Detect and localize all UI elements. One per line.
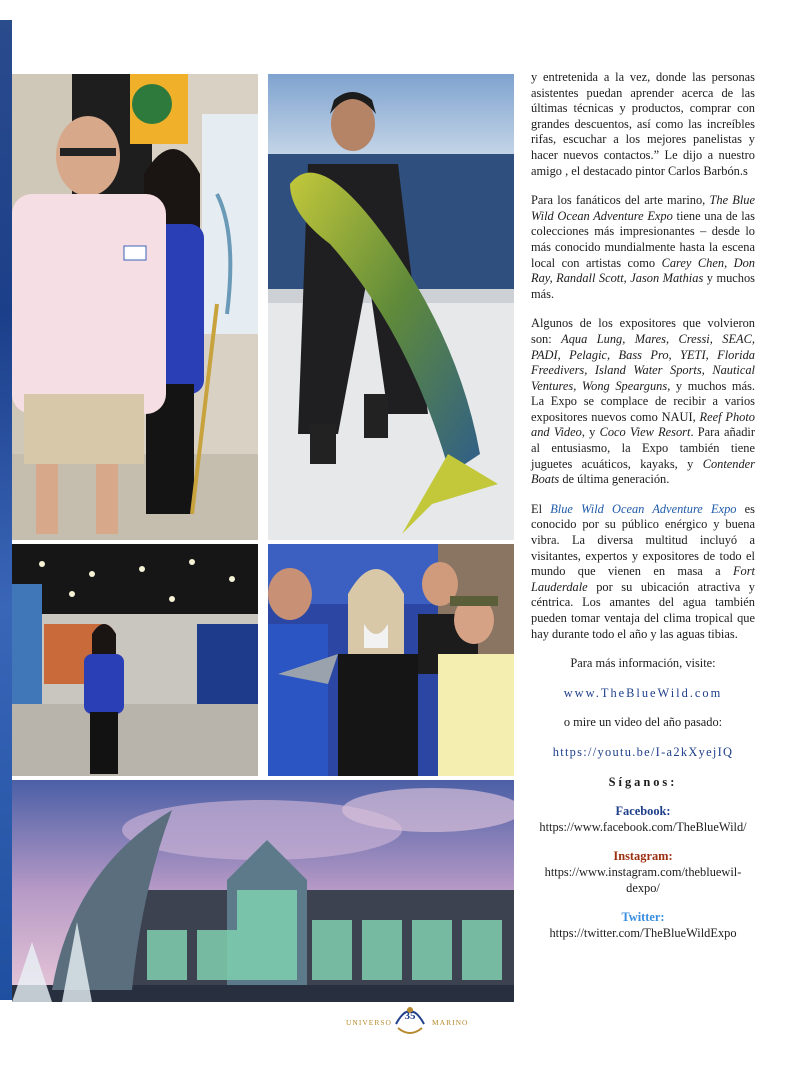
- twitter-label: Twitter:: [621, 910, 665, 925]
- article-paragraph: Para los fanáticos del arte marino, The Blue Wild Ocean Adventure Expo tiene una de las colecciones más impresionantes – desde lo más conocido mundialmente hasta la escena local con artistas como Carey Chen, Don Ray, Randall Scott, Jason Mathias y muchos más.: [531, 193, 756, 301]
- video-text: o mire un video del año pasado:: [563, 715, 723, 730]
- photo-convention-center: [12, 780, 514, 1002]
- photo-diver-mahi: [268, 74, 514, 540]
- twitter-block: [531, 910, 755, 941]
- instagram-label: Instagram:: [613, 849, 673, 864]
- facebook-block: [531, 804, 755, 835]
- website-link[interactable]: www.TheBlueWild.com: [563, 685, 723, 700]
- twitter-link[interactable]: https://twitter.com/TheBlueWildExpo: [549, 925, 737, 940]
- article-paragraph: El Blue Wild Ocean Adventure Expo es conocido por su público enérgico y buena vibra. La diversa multitud incluyó a visitantes, expertos y expositores de todo el mundo que vienen en masa a Fort Lauderdale por su ubicación atractiva y céntrica. Los amantes del agua también pueden tomar ventaja del clima tropical que hay durante todo el año y las aguas tibias.: [531, 501, 756, 641]
- footer-word-left: UNIVERSO: [346, 1018, 392, 1027]
- footer-word-right: MARINO: [432, 1018, 469, 1027]
- article-paragraph: y entretenida a la vez, donde las personas asistentes puedan aprender acerca de las últimas técnicas y productos, comprar con grandes descuentos, así como las increíbles rifas, escuchar a los mejores panelistas y hacer nuevos contactos.” Le dijo a nuestro amigo , el destacado pintor Carlos Barbón.s: [531, 70, 755, 178]
- page-number: 35: [404, 1010, 416, 1022]
- article-paragraph: Algunos de los expositores que volvieron son: Aqua Lung, Mares, Cressi, SEAC, PADI, Pelagic, Bass Pro, YETI, Florida Freedivers, Island Water Sports, Nautical Ventures, Wong Spearguns, y muchos más. La Expo se complace de recibir a varios expositores nuevos como NAUI, Reef Photo and Video, y Coco View Resort. Para añadir al entusiasmo, la Expo también tiene juguetes acuáticos, kayaks, y Contender Boats de última generación.: [531, 316, 755, 487]
- article-text-column: [531, 70, 755, 941]
- photo-couple-art: [12, 74, 258, 540]
- photo-group-men: [268, 544, 514, 776]
- follow-heading: Síganos:: [608, 774, 678, 789]
- photo-expo-hall: [12, 544, 258, 776]
- footer-logo: [340, 1004, 480, 1038]
- more-info-text: Para más información, visite:: [570, 656, 716, 671]
- left-edge-strip: [0, 20, 12, 1000]
- facebook-label: Facebook:: [615, 804, 671, 819]
- instagram-link[interactable]: https://www.instagram.com/thebluewil-dexpo/: [544, 864, 742, 895]
- facebook-link[interactable]: https://www.facebook.com/TheBlueWild/: [539, 819, 747, 834]
- instagram-block: [531, 849, 755, 896]
- video-link[interactable]: https://youtu.be/I-a2kXyejIQ: [552, 744, 734, 759]
